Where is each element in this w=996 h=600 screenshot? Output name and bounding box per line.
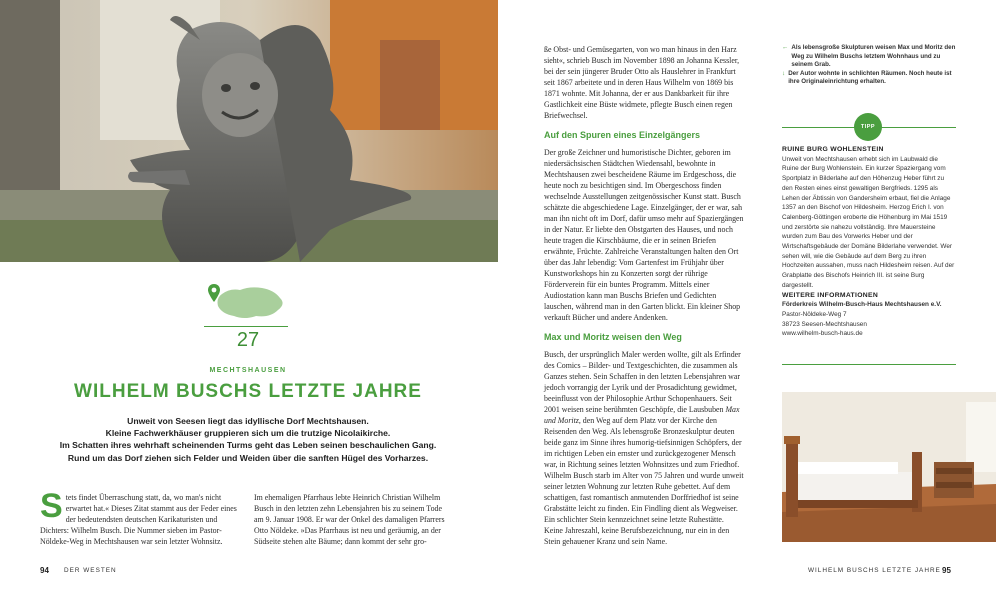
page-number-left: 94 <box>40 566 49 575</box>
tipp-text: Unweit von Mechtshausen erhebt sich im Laubwald die Ruine der Burg Wohlenstein. Ein kurzer Spaziergang vom Sportplatz in Bilderlahe auf den Höhenzug Heber führt zu den Resten eines einst gewaltigen Bergfrieds. 1295 als Lehen der Äbtissin von Gandersheim erbaut, fiel die Anlage 1357 an den Bischof von Hildesheim. Herzog Erich I. von Calenberg-Göttingen eroberte die Höhenburg im Mai 1519 und zerstörte sie nahezu vollständig. Ihre Mauersteine wurden zum Bau des Vorwerks Heber und der Wirtschaftsgebäude der Domäne Bilderlahe verwendet. Wer sehen will, wie die Gebäude auf dem Berg zu ihren Hochzeiten aussahen, muss nach Hildesheim reisen. Auf der Grabplatte des Bischofs Heinrich III. ist seine Burg dargestellt. <box>782 155 955 289</box>
body-column-3 <box>544 44 744 547</box>
body-column-2 <box>254 492 450 547</box>
body-text-part: , den Weg auf dem Platz vor der Kirche den Reisenden den Weg. Als lebensgroße Bronzeskulptur deuten beide ganz im Sinne ihres humorig-tiefsinnigen Schöpfers, der im richtigen Leben ein ernster und zurückgezogener Mensch war, in Richtung seines letzten Wohnsitzes und zum Friedhof. Wilhelm Busch starb im Alter von 75 Jahren und wurde unweit seiner letzten Wohnung zur letzten Ruhe gebettet. Auf dem schattigen, fast romantisch anmutenden Dorffriedhof ist seine Grabstätte leicht zu finden. Ein Findling dient als Wegweiser. Ein schlichter Stein kennzeichnet seine letzte Ruhestätte. Keine Jahreszahl, keine Berufsbezeichnung, nur ein in den Stein gehauener Kranz und sein Name. <box>544 416 744 546</box>
info-street: Pastor-Nöldeke-Weg 7 <box>782 310 847 318</box>
chapter-divider <box>204 326 288 327</box>
body-text: tets findet Überraschung statt, da, wo man's nicht erwartet hat.« Dieses Zitat stammt aus der Feder eines der bedeutendsten deutschen Karikaturisten und Dichters: Wilhelm Busch. Die Nummer sieben im Pastor-Nöldeke-Weg in Mechtshausen war sein letzter Wohnsitz. <box>40 493 237 546</box>
tipp-title: RUINE BURG WOHLENSTEIN <box>782 146 884 153</box>
section-heading: Max und Moritz weisen den Weg <box>544 332 682 342</box>
body-text: ße Obst- und Gemüsegarten, von wo man hinaus in den Harz sieht«, schrieb Busch im November 1898 an Johanna Kessler, bei der sein jüngerer Bruder Otto als Hauslehrer in Frankfurt seit 1867 arbeitete und in deren Haus Wilhelm von 1869 bis 1871 wohnte. Mit Johanna, der er aus Dankbarkeit für ihre Gastlichkeit eine Büste widmete, pflegte Busch einen regen Briefwechsel. <box>544 45 740 120</box>
sculpture-photo <box>0 0 498 262</box>
book-title: Max und Moritz <box>544 405 740 425</box>
body-text-part: Busch, der ursprünglich Maler werden wollte, gilt als Erfinder des Comics – Bilder- und Textgeschichten, die zusammen als Ganzes stehen. Sein Schaffen in den letzten Lebensjahren war jedoch vorrangig der Lyrik und der Prosadichtung gewidmet, beeinflusst von der Philosophie Arthur Schopenhauers. Seit 2001 weisen seine berühmten Geschöpfe, die Lausbuben <box>544 350 741 414</box>
caption-text: Der Autor wohnte in schlichten Räumen. Noch heute ist ihre Originaleinrichtung erhalten. <box>788 69 952 86</box>
info-title: WEITERE INFORMATIONEN <box>782 291 879 299</box>
body-text: Der große Zeichner und humoristische Dichter, geboren im niedersächsischen Städtchen Wiedensahl, bewohnte in Mechtshausen zwei bescheidene Räume im Erdgeschoss, die heute noch zu besichtigen sind. Im Obergeschoss finden wechselnde Ausstellungen zeitgenössischer Kunst statt. Busch schätzte die abgeschiedene Lage. Einzelgänger, der er war, sah man ihn nicht oft im Dorf, dafür umso mehr auf Spaziergängen in der Natur. Er liebte den Obstgarten des Hauses, und noch heute tragen die Kirschbäume, die er in seinen Briefen erwähnte, Früchte. Zahlreiche Veranstaltungen halten den Ort über das Jahr lebendig: Vom Gartenfest im Frühjahr über Kunstworkshops hin zu Konzerten sorgt der rührige Förderverein für ein buntes Programm. Mittels einer Audiostation kann man Buschs Briefen und Gedichten lauschen, während man in den Garten blickt. Ein kleiner Shop verkauft Bücher und andere Andenken. <box>544 148 744 322</box>
tipp-badge: TIPP <box>854 113 882 141</box>
chapter-number: 27 <box>236 329 260 351</box>
intro-line: Unweit von Seesen liegt das idyllische Dorf Mechtshausen. <box>127 416 369 426</box>
arrow-down-icon: ↓ <box>782 69 786 77</box>
section-heading: Auf den Spuren eines Einzelgängers <box>544 130 701 140</box>
page-number-right: 95 <box>942 566 951 575</box>
intro-lead <box>58 415 438 464</box>
chapter-title: WILHELM BUSCHS LETZTE JAHRE <box>74 381 422 402</box>
drop-cap: S <box>40 487 63 525</box>
caption-text: Als lebensgroße Skulpturen weisen Max und Moritz den Weg zu Wilhelm Buschs letztem Wohnhaus und zu seinem Grab. <box>791 44 956 69</box>
info-city: 38723 Seesen-Mechtshausen <box>782 320 867 328</box>
intro-line: Kleine Fachwerkhäuser gruppieren sich um die trutzige Nicolaikirche. <box>105 428 391 439</box>
body-column-1 <box>40 487 238 547</box>
caption-row <box>782 70 956 87</box>
body-text <box>544 349 744 547</box>
room-photo <box>782 392 996 542</box>
arrow-left-icon: ← <box>782 44 789 51</box>
info-org: Förderkreis Wilhelm-Busch-Haus Mechtshausen e.V. <box>782 301 942 309</box>
intro-line: Rund um das Dorf ziehen sich Felder und Weiden über die sanften Hügel des Vorharzes. <box>67 452 429 463</box>
tipp-box <box>782 145 956 339</box>
body-text: Im ehemaligen Pfarrhaus lebte Heinrich Christian Wilhelm Busch in den letzten zehn Lebensjahren bis zu seinem Tode am 9. Januar 1908. Er war der Onkel des damaligen Pfarrers Otto Nöldeke. »Das Pfarrhaus ist neu und geräumig, an der Südseite stehen alte Bäume; dann kommt der sehr gro- <box>254 493 445 546</box>
intro-line: Im Schatten ihres wehrhaft scheinenden Turms geht das Leben seinen beschaulichen Gang. <box>59 440 437 451</box>
caption-row <box>782 44 956 70</box>
chapter-location: MECHTSHAUSEN <box>209 367 287 374</box>
running-head-right: WILHELM BUSCHS LETZTE JAHRE <box>808 567 941 574</box>
running-head-left: DER WESTEN <box>64 567 117 574</box>
region-map-icon <box>204 280 292 324</box>
info-website[interactable]: www.wilhelm-busch-haus.de <box>782 330 863 338</box>
info-divider <box>782 364 956 365</box>
photo-captions <box>782 44 956 87</box>
